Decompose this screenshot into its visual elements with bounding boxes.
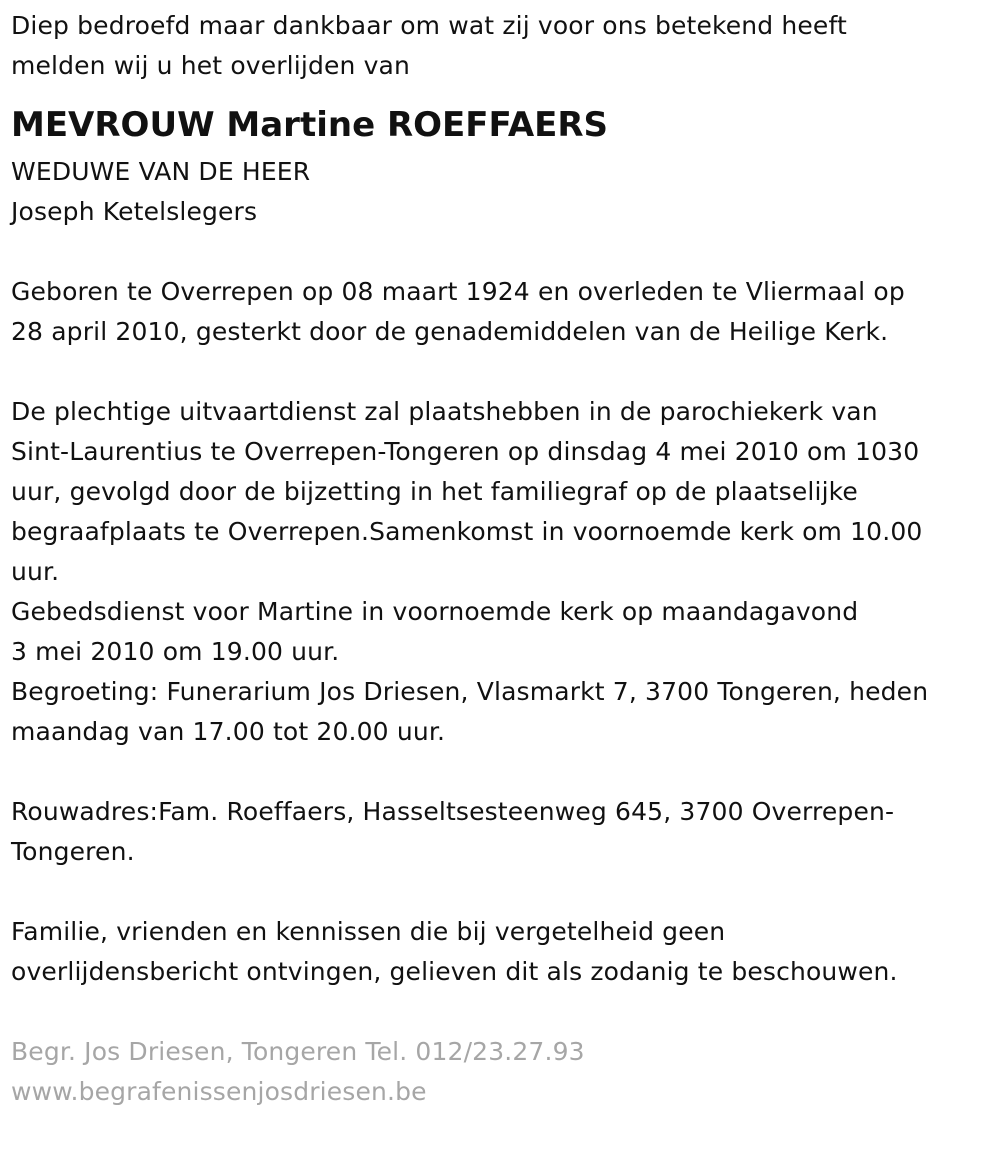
funeral-line: begraafplaats te Overrepen.Samenkomst in voornoemde kerk om 10.00 xyxy=(11,517,923,546)
intro-paragraph xyxy=(11,6,986,86)
prayer-service-line: Gebedsdienst voor Martine in voornoemde kerk op maandagavond xyxy=(11,597,859,626)
undertaker-website[interactable]: www.begrafenissenjosdriesen.be xyxy=(11,1077,427,1106)
funeral-line: De plechtige uitvaartdienst zal plaatshebben in de parochiekerk van xyxy=(11,397,878,426)
funeral-paragraph xyxy=(11,392,986,752)
closing-line: overlijdensbericht ontvingen, gelieven dit als zodanig te beschouwen. xyxy=(11,957,898,986)
address-line: Tongeren. xyxy=(11,837,135,866)
closing-paragraph xyxy=(11,912,986,992)
undertaker-contact: Begr. Jos Driesen, Tongeren Tel. 012/23.27.93 xyxy=(11,1037,585,1066)
birth-death-paragraph xyxy=(11,272,986,352)
funeral-line: Sint-Laurentius te Overrepen-Tongeren op dinsdag 4 mei 2010 om 1030 xyxy=(11,437,920,466)
birth-death-line: Geboren te Overrepen op 08 maart 1924 en overleden te Vliermaal op xyxy=(11,277,905,306)
address-line: Rouwadres:Fam. Roeffaers, Hasseltsesteenweg 645, 3700 Overrepen- xyxy=(11,797,895,826)
intro-line: melden wij u het overlijden van xyxy=(11,51,411,80)
spouse-name: Joseph Ketelslegers xyxy=(11,197,258,226)
deceased-block xyxy=(11,105,986,232)
funeral-line: uur, gevolgd door de bijzetting in het familiegraf op de plaatselijke xyxy=(11,477,858,506)
prayer-service-line: 3 mei 2010 om 19.00 uur. xyxy=(11,637,340,666)
undertaker-footer xyxy=(11,1032,986,1112)
visitation-line: Begroeting: Funerarium Jos Driesen, Vlasmarkt 7, 3700 Tongeren, heden xyxy=(11,677,929,706)
birth-death-line: 28 april 2010, gesterkt door de genademiddelen van de Heilige Kerk. xyxy=(11,317,889,346)
mourning-address-paragraph xyxy=(11,792,986,872)
visitation-line: maandag van 17.00 tot 20.00 uur. xyxy=(11,717,446,746)
relation-line: WEDUWE VAN DE HEER xyxy=(11,157,311,186)
funeral-line: uur. xyxy=(11,557,60,586)
death-notice xyxy=(11,6,986,1112)
closing-line: Familie, vrienden en kennissen die bij vergetelheid geen xyxy=(11,917,726,946)
intro-line: Diep bedroefd maar dankbaar om wat zij voor ons betekend heeft xyxy=(11,11,847,40)
deceased-name: MEVROUW Martine ROEFFAERS xyxy=(11,105,609,145)
